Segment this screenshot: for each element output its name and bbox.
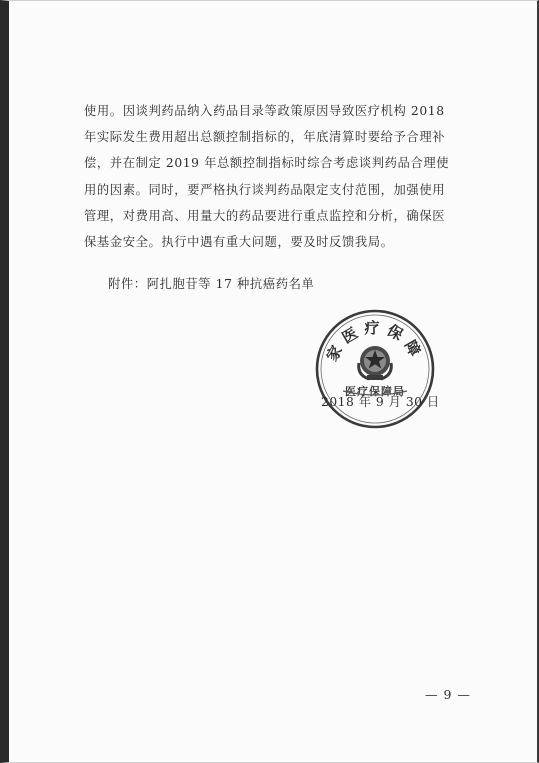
seal-arc-textpath: 家医疗保障 (322, 319, 428, 365)
paragraph-line: 保基金安全。执行中遇有重大问题，要及时反馈我局。 (84, 235, 394, 250)
paragraph-line: 偿，并在制定 2019 年总额控制指标时综合考虑谈判药品合理使 (84, 156, 450, 171)
attachment-note: 附件：阿扎胞苷等 17 种抗癌药名单 (108, 277, 315, 291)
page-number: — 9 — (425, 687, 471, 702)
paragraph-line: 使用。因谈判药品纳入药品目录等政策原因导致医疗机构 2018 (84, 104, 445, 118)
paragraph-line: 管理，对费用高、用量大的药品要进行重点监控和分析，确保医 (84, 208, 446, 223)
emblem-icon (359, 346, 392, 380)
body-paragraph (84, 98, 452, 255)
paragraph-line: 年实际发生费用超出总额控制指标的，年底清算时要给予合理补 (84, 130, 446, 145)
seal-graphic (313, 307, 437, 431)
issue-date: 2018 年 9 月 30 日 (321, 395, 440, 409)
paragraph-line: 用的因素。同时，要严格执行谈判药品限定支付范围，加强使用 (84, 182, 446, 197)
official-seal (313, 307, 437, 431)
seal-inner-text: 医疗保障局 (345, 385, 405, 398)
